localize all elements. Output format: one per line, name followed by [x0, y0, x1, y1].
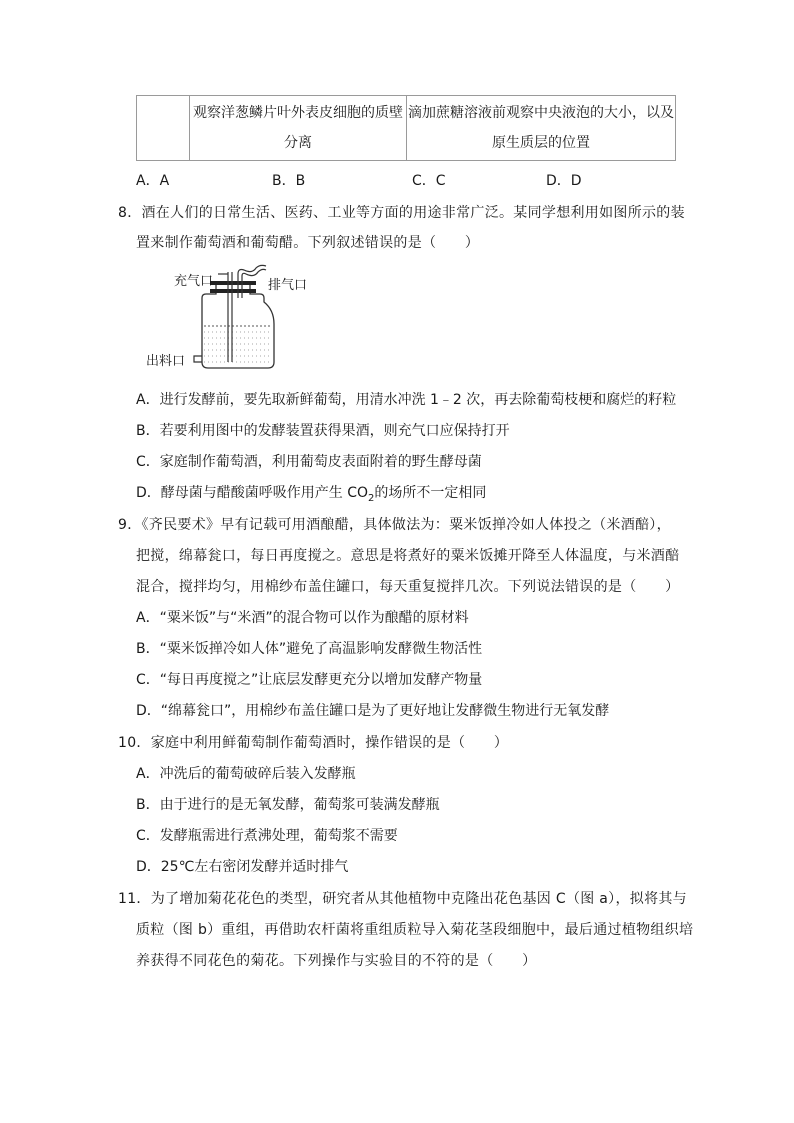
q9-stem-line3: 混合，搅拌均匀，用棉纱布盖住罐口，每天重复搅拌几次。下列说法错误的是（ ） — [136, 579, 680, 595]
q11-stem-line1: 11．为了增加菊花花色的类型，研究者从其他植物中克隆出花色基因 C（图 a），拟将其与 — [118, 891, 687, 907]
q8-option-d-text-end: 的场所不一定相同 — [374, 485, 487, 501]
q8-option-c: C．家庭制作葡萄酒，利用葡萄皮表面附着的野生酵母菌 — [136, 454, 482, 470]
q8-stem-line1: 8．酒在人们的日常生活、医药、工业等方面的用途非常广泛。某同学想利用如图所示的装 — [118, 205, 685, 221]
q11-stem-line3: 养获得不同花色的菊花。下列操作与实验目的不符的是（ ） — [136, 953, 537, 969]
liquid-fill — [204, 332, 272, 362]
label-inlet: 充气口 — [174, 274, 214, 289]
table-cell-procedure — [407, 96, 676, 161]
q9-stem-line2: 把搅，绵幕瓮口，每日再度搅之。意思是将煮好的粟米饭摊开降至人体温度，与米酒醅 — [136, 548, 680, 564]
q11-stem-line2: 质粒（图 b）重组，再借助农杆菌将重组质粒导入菊花茎段细胞中，最后通过植物组织培 — [136, 922, 694, 938]
q10-stem-line1: 10．家庭中利用鲜葡萄制作葡萄酒时，操作错误的是（ ） — [118, 735, 509, 751]
q7-option-b: B．B — [272, 173, 306, 189]
q7-option-d: D．D — [546, 173, 582, 189]
q8-stem-line2: 置来制作葡萄酒和葡萄醋。下列叙述错误的是（ ） — [136, 235, 480, 251]
q8-option-b: B．若要利用图中的发酵装置获得果酒，则充气口应保持打开 — [136, 423, 510, 439]
stopper-lower — [210, 289, 256, 293]
table-row — [137, 96, 676, 161]
q9-option-b: B．“粟米饭掸冷如人体”避免了高温影响发酵微生物活性 — [136, 641, 483, 657]
cell-text: 滴加蔗糖溶液前观察中央液泡的大小，以及 — [408, 105, 674, 121]
table-cell-experiment — [190, 96, 407, 161]
q8-option-a: A．进行发酵前，要先取新鲜葡萄，用清水冲洗 1﹣2 次，再去除葡萄枝梗和腐烂的籽粒 — [136, 392, 677, 408]
table-cell-empty — [137, 96, 190, 161]
q10-option-c: C．发酵瓶需进行煮沸处理，葡萄浆不需要 — [136, 828, 398, 844]
fermentation-apparatus-figure — [140, 264, 340, 378]
cell-text: 观察洋葱鳞片叶外表皮细胞的质壁 — [193, 105, 403, 121]
cell-text: 原生质层的位置 — [492, 135, 590, 151]
question-7-table — [136, 95, 676, 161]
q10-option-a: A．冲洗后的葡萄破碎后装入发酵瓶 — [136, 766, 356, 782]
q7-option-c: C．C — [412, 173, 446, 189]
q10-option-d: D．25℃左右密闭发酵并适时排气 — [136, 859, 349, 875]
q9-option-c: C．“每日再度搅之”让底层发酵更充分以增加发酵产物量 — [136, 672, 483, 688]
q9-option-a: A．“粟米饭”与“米酒”的混合物可以作为酿醋的原材料 — [136, 610, 469, 626]
stopper-upper — [210, 281, 256, 285]
discharge-port — [194, 356, 202, 362]
label-discharge: 出料口 — [146, 354, 186, 369]
q9-stem-line1: 9．《齐民要术》早有记载可用酒酿醋，具体做法为：粟米饭掸冷如人体投之（米酒醅）， — [118, 517, 671, 533]
q8-option-d — [136, 482, 486, 504]
q9-option-d: D．“绵幕瓮口”，用棉纱布盖住罐口是为了更好地让发酵微生物进行无氧发酵 — [136, 703, 610, 719]
subscript-2: 2 — [368, 492, 375, 504]
q10-option-b: B．由于进行的是无氧发酵，葡萄浆可装满发酵瓶 — [136, 797, 440, 813]
label-outlet: 排气口 — [268, 278, 308, 293]
q7-option-a: A．A — [136, 173, 170, 189]
cell-text: 分离 — [284, 135, 312, 151]
q8-option-d-text: D．酵母菌与醋酸菌呼吸作用产生 CO — [136, 485, 369, 501]
